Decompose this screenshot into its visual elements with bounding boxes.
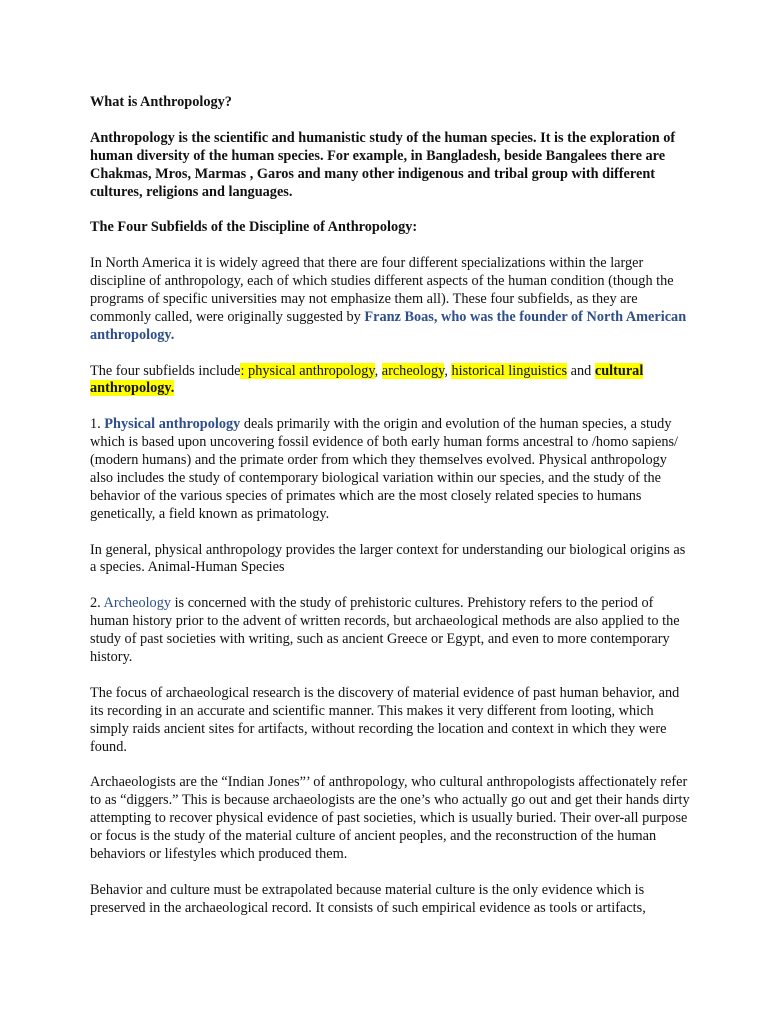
item-number: 1. (90, 416, 105, 433)
subfields-heading: The Four Subfields of the Discipline of Anthropology: (90, 219, 418, 236)
subfields-colon: : (240, 362, 245, 379)
item-number: 2. (90, 595, 104, 612)
physical-anthropology-text: deals primarily with the origin and evolution of the human species, a study which is based upon uncovering fossil evidence of both early human forms ancestral to /homo sapiens/ (modern humans) and the primate order from which they themselves evolved. Physical anthropology also includes the study of contemporary biological variation within our species, and the study of the behavior of the various species of primates which are the most closely related species to humans genetically, a field known as primatology. (90, 416, 679, 522)
spacer (90, 524, 688, 542)
spacer (90, 201, 688, 219)
subfield-archeology-highlight: archeology (381, 362, 445, 379)
focus-paragraph: The focus of archaeological research is the discovery of material evidence of past human behavior, and its recording in an accurate and scientific manner. This makes it very different from looting, which simply raids ancient sites for artifacts, without recording the location and context in which they were found. (90, 684, 680, 755)
subfield-separator: , (444, 362, 452, 379)
spacer (90, 577, 688, 595)
spacer (90, 864, 688, 882)
subfield-separator: , (374, 362, 382, 379)
archeology-paragraph (90, 595, 690, 667)
spacer (90, 237, 688, 255)
franz-boas-link[interactable]: Franz Boas, who was the founder of North American anthropology. (90, 308, 687, 343)
archeology-link[interactable]: Archeology (103, 595, 172, 612)
subfields-lead: The four subfields include (90, 362, 241, 379)
physical-anthropology-paragraph (90, 416, 690, 523)
north-america-paragraph (90, 255, 690, 345)
intro-paragraph: Anthropology is the scientific and humanistic study of the human species. It is the exploration of human diversity of the human species. For example, in Bangladesh, beside Bangalees there are Chakmas, Mros, Marmas , Garos and many other indigenous and tribal group with different cultures, religions and languages. (90, 129, 676, 200)
subfield-cultural-highlight: cultural anthropology. (90, 362, 644, 397)
spacer (90, 345, 688, 363)
spacer (90, 756, 688, 774)
archaeologists-paragraph: Archaeologists are the “Indian Jones”’ of anthropology, who cultural anthropologists affectionately refer to as “diggers.” This is because archaeologists are the one’s who actually go out and get their hands dirty attempting to recover physical evidence of past societies, which is usually buried. Their over-all purpose or focus is the study of the material culture of ancient peoples, and the reconstruction of the human behaviors or lifestyles which produced them. (90, 774, 690, 862)
archeology-text: is concerned with the study of prehistoric cultures. Prehistory refers to the period of human history prior to the advent of written records, but archaeological methods are also applied to the study of past societies with writing, such as ancient Greece or Egypt, and even to more contemporary history. (90, 595, 680, 665)
document-heading: What is Anthropology? (90, 94, 232, 110)
subfields-paragraph (90, 363, 690, 399)
physical-anthropology-link[interactable]: Physical anthropology (104, 416, 241, 433)
north-america-text: In North America it is widely agreed that there are four different specializations within the larger discipline of anthropology, each of which studies different aspects of the human condition (though the programs of specific universities may not emphasize them all). These four subfields, as they are commonly called, were originally suggested by (90, 255, 674, 325)
subfield-physical-highlight: physical anthropology (244, 362, 375, 379)
spacer (90, 667, 688, 685)
spacer (90, 112, 688, 130)
spacer (90, 398, 688, 416)
behavior-paragraph: Behavior and culture must be extrapolated because material culture is the only evidence which is preserved in the archaeological record. It consists of such empirical evidence as tools or artifacts, (90, 881, 646, 916)
subfield-and: and (567, 362, 595, 379)
subfield-linguistics-highlight: historical linguistics (451, 362, 568, 379)
general-paragraph: In general, physical anthropology provides the larger context for understanding our biological origins as a species. Animal-Human Species (90, 541, 686, 576)
